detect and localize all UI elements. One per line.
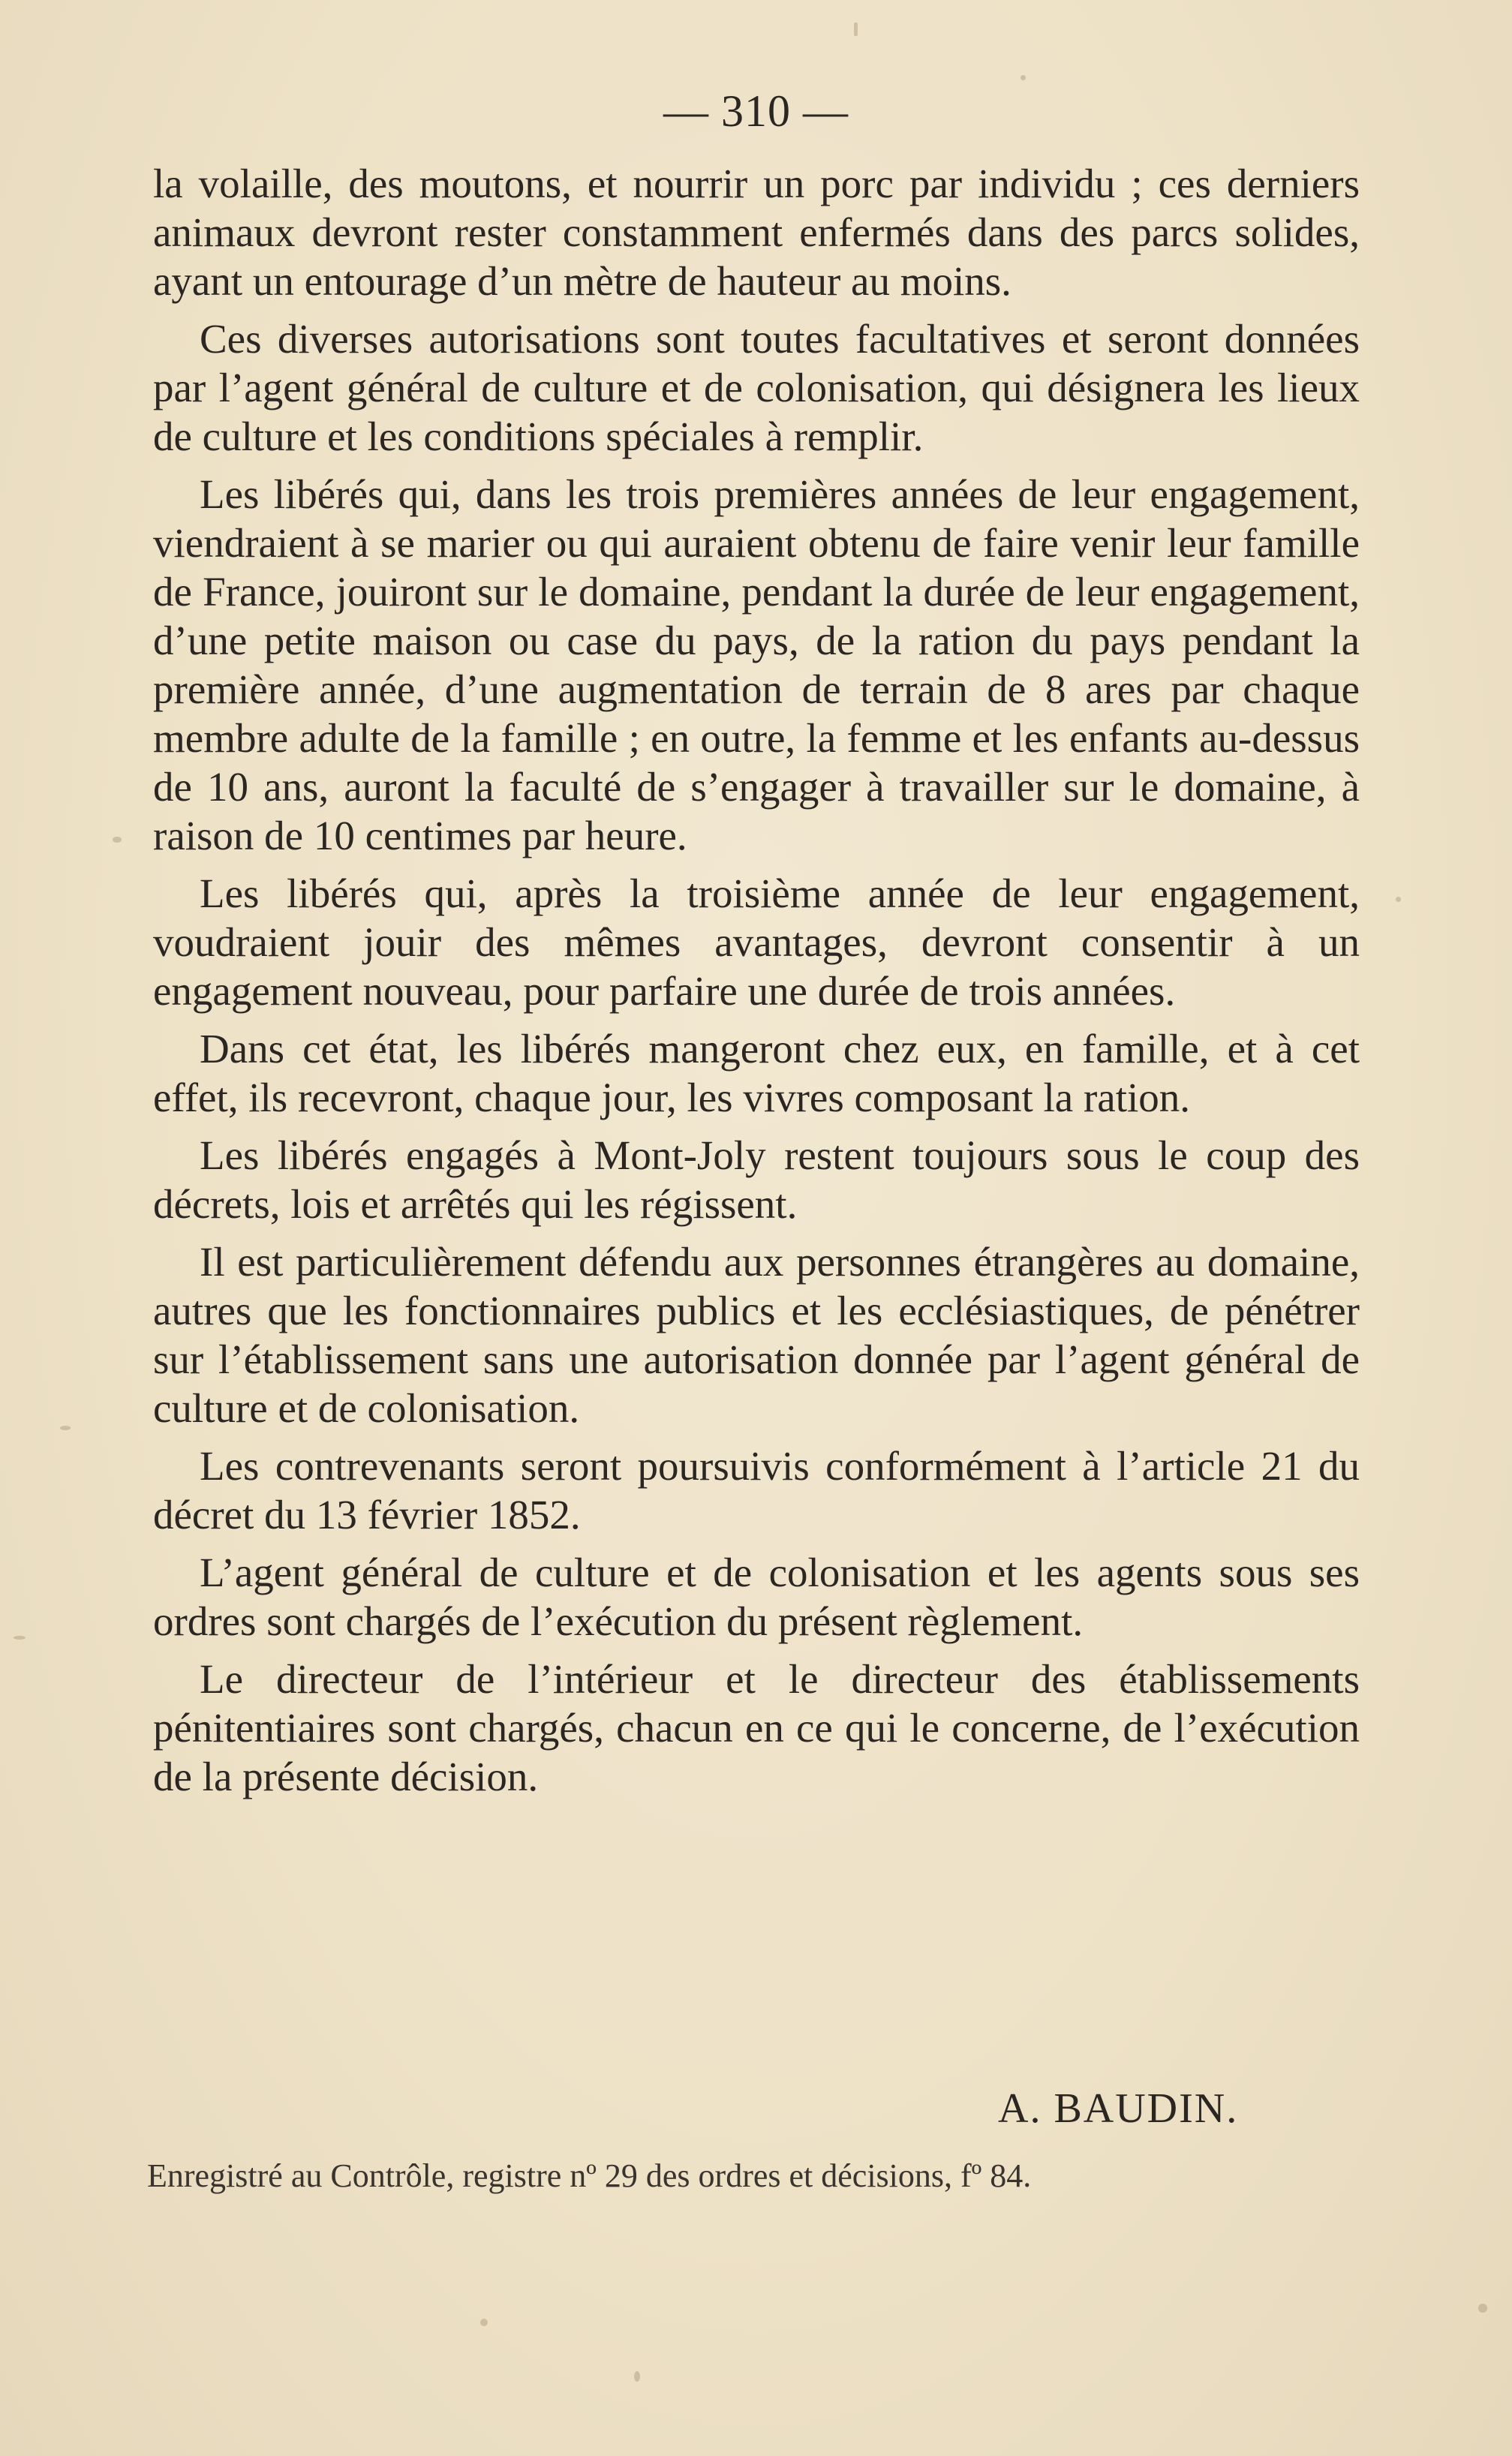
signature: A. BAUDIN. xyxy=(998,2085,1239,2132)
paper-speck xyxy=(1478,2304,1487,2313)
paragraph: L’agent général de culture et de colonisation et les agents sous ses ordres sont chargés de l’exécution du présent règlement. xyxy=(153,1550,1360,1644)
paper-speck xyxy=(14,1636,26,1640)
paper-speck xyxy=(113,837,122,843)
paper-speck xyxy=(1021,75,1026,80)
paragraph: Les libérés qui, dans les trois premières années de leur engagement, viendraient à se marier ou qui auraient obtenu de faire venir leur famille de France, jouiront sur le domaine, pendant la durée de leur engagement, d’une petite maison ou case du pays, de la ration du pays pendant la première année, d’une augmentation de terrain de 8 ares par chaque membre adulte de la famille ; en outre, la femme et les enfants au-dessus de 10 ans, auront la faculté de s’engager à travailler sur le domaine, à raison de 10 centimes par heure. xyxy=(153,471,1360,858)
paragraph: Les contrevenants seront poursuivis conformément à l’article 21 du décret du 13 février 1852. xyxy=(153,1443,1360,1538)
paragraph: la volaille, des moutons, et nourrir un porc par individu ; ces derniers animaux devront rester constamment enfermés dans des parcs solides, ayant un entourage d’un mètre de hauteur au moins. xyxy=(153,161,1360,304)
body-text xyxy=(153,159,1360,1810)
page-number: — 310 — xyxy=(663,86,849,136)
paper-speck xyxy=(854,23,858,36)
paragraph: Ces diverses autorisations sont toutes facultatives et seront données par l’agent général de culture et de colonisation, qui désignera les lieux de culture et les conditions spéciales à remplir. xyxy=(153,316,1360,459)
paragraph: Les libérés qui, après la troisième année de leur engagement, voudraient jouir des mêmes avantages, devront consentir à un engagement nouveau, pour parfaire une durée de trois années. xyxy=(153,870,1360,1014)
paper-speck xyxy=(480,2319,488,2326)
paragraph: Les libérés engagés à Mont-Joly restent toujours sous le coup des décrets, lois et arrêtés qui les régissent. xyxy=(153,1132,1360,1227)
footnote: Enregistré au Contrôle, registre nº 29 des ordres et décisions, fº 84. xyxy=(147,2157,1032,2194)
paragraph: Dans cet état, les libérés mangeront chez eux, en famille, et à cet effet, ils recevront, chaque jour, les vivres composant la ration. xyxy=(153,1026,1360,1120)
paragraph: Le directeur de l’intérieur et le directeur des établissements pénitentiaires sont chargés, chacun en ce qui le concerne, de l’exécution de la présente décision. xyxy=(153,1656,1360,1799)
paper-speck xyxy=(634,2371,640,2382)
paragraph: Il est particulièrement défendu aux personnes étrangères au domaine, autres que les fonctionnaires publics et les ecclésiastiques, de pénétrer sur l’établissement sans une autorisation donnée par l’agent général de culture et de colonisation. xyxy=(153,1239,1360,1431)
paper-speck xyxy=(1396,897,1401,902)
paper-speck xyxy=(60,1426,71,1430)
